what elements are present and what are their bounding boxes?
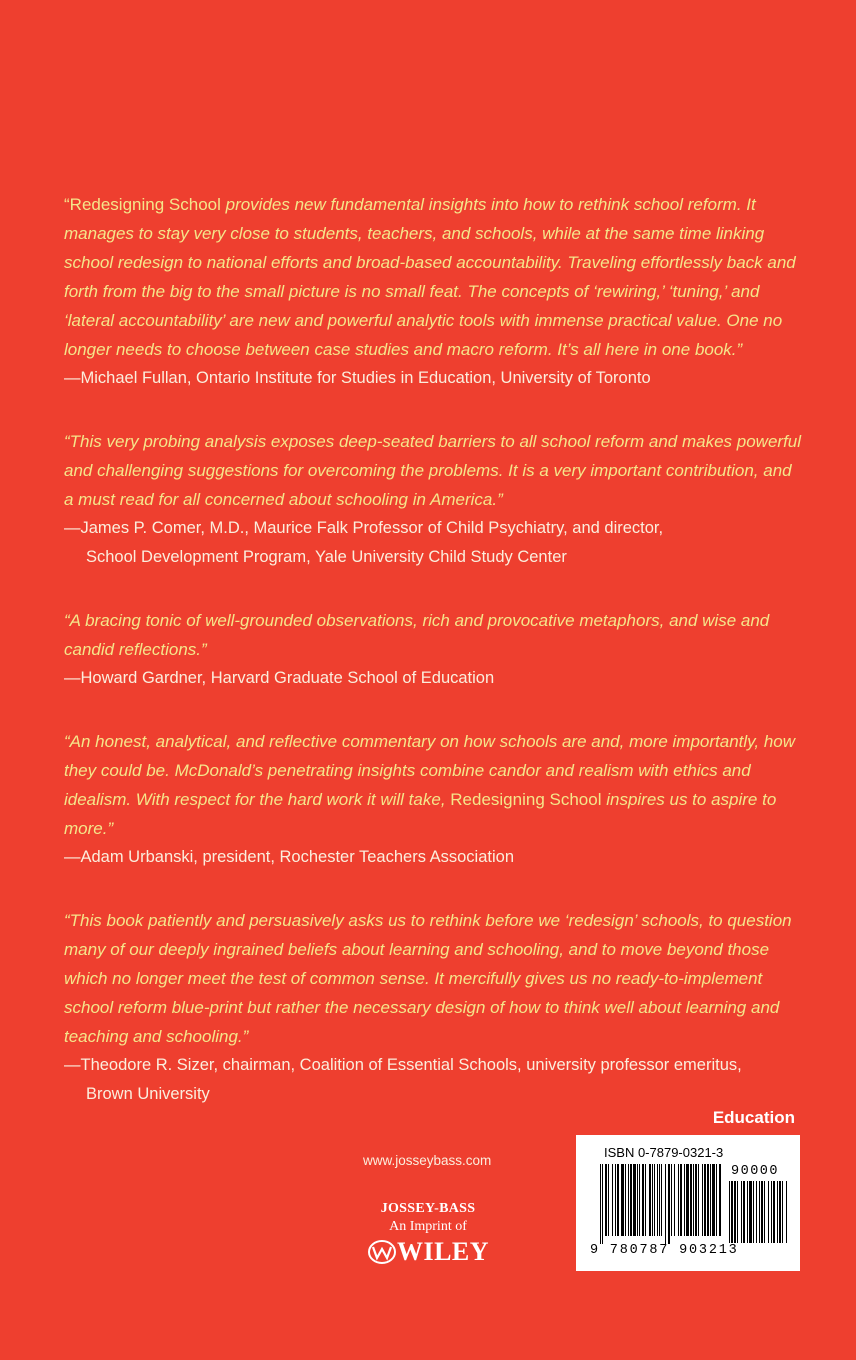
blurb-sizer xyxy=(64,906,804,1109)
blurb-urbanski xyxy=(64,727,804,872)
attribution-line-continued: School Development Program, Yale University Child Study Center xyxy=(86,548,567,566)
blurb-comer xyxy=(64,427,804,572)
publisher-imprint: An Imprint of xyxy=(389,1219,467,1234)
wiley-logo xyxy=(360,1238,496,1266)
attribution-line: —Adam Urbanski, president, Rochester Teachers Association xyxy=(64,848,514,866)
attribution-line-continued: Brown University xyxy=(86,1085,210,1103)
barcode-ean-icon xyxy=(600,1164,722,1246)
book-title: “Redesigning School xyxy=(64,195,221,214)
blurb-gardner xyxy=(64,606,804,693)
publisher-website: www.josseybass.com xyxy=(363,1153,492,1168)
barcode-panel xyxy=(576,1135,800,1271)
blurb-quote xyxy=(64,190,804,364)
quote-text: inspires us to aspire to more.” xyxy=(64,790,777,838)
quote-text: provides new fundamental insights into how to rethink school reform. It manages to stay very close to students, teachers, and schools, while at the same time linking school redesign to national efforts and broad-based accountability. Traveling effortlessly back and forth from the big to the small picture is no small feat. The concepts of ‘rewiring,’ ‘tuning,’ and ‘lateral accountability’ are new and powerful analytic tools with immense practical value. One no longer needs to choose between case studies and macro reform. It’s all here in one book.” xyxy=(64,195,796,359)
price-code: 90000 xyxy=(731,1164,780,1179)
review-blurbs xyxy=(64,190,804,1143)
blurb-attribution xyxy=(64,843,804,872)
blurb-attribution xyxy=(64,664,804,693)
blurb-attribution xyxy=(64,1051,804,1109)
isbn-number: ISBN 0-7879-0321-3 xyxy=(604,1145,724,1160)
blurb-quote: “A bracing tonic of well-grounded observations, rich and provocative metaphors, and wise and candid reflections.” xyxy=(64,611,770,659)
quote-text: “An honest, analytical, and reflective commentary on how schools are and, more importantly, how they could be. McDonald’s penetrating insights combine candor and realism with ethics and idealism. With respect for the hard work it will take, xyxy=(64,732,796,809)
barcode-addon-icon xyxy=(729,1181,789,1246)
wiley-wordmark: WILEY xyxy=(396,1237,490,1266)
book-title: Redesigning School xyxy=(450,790,602,809)
attribution-line: —James P. Comer, M.D., Maurice Falk Professor of Child Psychiatry, and director, xyxy=(64,519,664,537)
blurb-attribution xyxy=(64,514,804,572)
blurb-quote: “This book patiently and persuasively asks us to rethink before we ‘redesign’ schools, to question many of our deeply ingrained beliefs about learning and schooling, and to move beyond those which no longer meet the test of common sense. It mercifully gives us no ready-to-implement school reform blue-print but rather the necessary design of how to think well about learning and teaching and schooling.” xyxy=(64,911,792,1046)
wiley-seal-icon xyxy=(367,1239,397,1265)
publisher-logo xyxy=(360,1200,496,1266)
publisher-name: JOSSEY-BASS xyxy=(380,1201,476,1216)
attribution-line: —Theodore R. Sizer, chairman, Coalition of Essential Schools, university professor emeritus, xyxy=(64,1056,742,1074)
category-label: Education xyxy=(712,1108,795,1127)
blurb-quote: “This very probing analysis exposes deep-seated barriers to all school reform and makes powerful and challenging suggestions for overcoming the problems. It is a very important contribution, and a must read for all concerned about schooling in America.” xyxy=(64,432,802,509)
blurb-attribution xyxy=(64,364,804,393)
attribution-line: —Howard Gardner, Harvard Graduate School of Education xyxy=(64,669,495,687)
blurb-quote xyxy=(64,727,804,843)
attribution-line: —Michael Fullan, Ontario Institute for Studies in Education, University of Toronto xyxy=(64,369,651,387)
barcode-digits: 9 780787 903213 xyxy=(590,1243,739,1258)
blurb-fullan xyxy=(64,190,804,393)
